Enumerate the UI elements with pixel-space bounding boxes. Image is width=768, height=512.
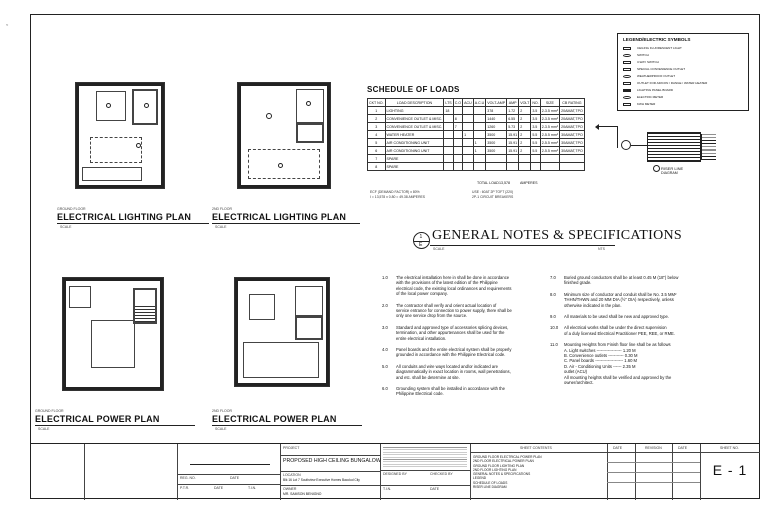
schedule-cell: 20AMAT,TPO (561, 108, 583, 113)
schedule-cell (444, 155, 453, 163)
footnote-line: USE : 60AT 2P TOFT (220) (472, 190, 514, 194)
schedule-cell: 2 (519, 139, 531, 147)
schedule-cell: 3 (368, 123, 386, 131)
footnote-line: 2P-1 CIRCUIT BREAKERS (472, 194, 514, 199)
schedule-cell: 30AMAT,TPO (561, 140, 583, 145)
legend-label: LIGHTING PANEL BOARD (637, 88, 674, 92)
footnote-line: ECF (DEMAND FACTOR) x 80% (370, 190, 420, 194)
schedule-cell: 2-3.5 mm² (541, 124, 559, 129)
legend-item (623, 46, 747, 52)
schedule-cell: 3500 (486, 147, 507, 155)
legend-item (623, 74, 747, 80)
legend-label: ELECTRIC METER (637, 95, 664, 99)
note-text-line: Philippine Electrical code. (396, 391, 444, 397)
note-text-line: entire electrical installation. (396, 335, 447, 341)
schedule-of-loads-table (367, 98, 585, 171)
schedule-cell (486, 163, 507, 171)
note-number: 2.0 (382, 302, 388, 308)
legend-item (623, 53, 747, 59)
note-text-line: grounded in accordance with the Philippine Electrical code. (396, 352, 506, 358)
note-text-line: termination, and other appurtenances shall be used for the (396, 330, 505, 336)
power-plan-ground-floor-drawing (62, 277, 164, 391)
note-text-line: service entrance for connection to power supply, there shall be (396, 307, 512, 313)
schedule-cell (453, 155, 462, 163)
section-marker (413, 232, 430, 249)
project-label: PROJECT (283, 446, 300, 450)
schedule-cell (473, 115, 486, 123)
footnote-line: I = 13,578 x 0.80 = 49.38 AMPERES (370, 194, 426, 199)
plan-title: ELECTRICAL POWER PLAN (35, 414, 160, 424)
schedule-row (368, 115, 585, 123)
floor-label: 2ND FLOOR (212, 207, 233, 211)
sheet-contents-item: LEGEND (473, 476, 487, 481)
schedule-cell (463, 123, 474, 131)
schedule-cell: 15.91 (508, 148, 518, 153)
schedule-header-cell: A.C.U (474, 100, 485, 105)
scale-label: SCALE (433, 247, 445, 251)
legend-symbol-icon (623, 89, 631, 92)
schedule-cell: 6 (368, 147, 386, 155)
schedule-cell (453, 147, 462, 155)
legend-symbol-icon (623, 61, 631, 64)
schedule-cell: 1 (473, 147, 486, 155)
legend-item (623, 102, 747, 108)
sheet-contents-item: 2ND FLOOR ELECTRICAL POWER PLAN (473, 459, 534, 464)
note-number: 11.0 (550, 342, 558, 348)
note-text-line: The contractor shall verify and orient actual location of (396, 302, 497, 308)
schedule-cell (473, 155, 486, 163)
note-text-line: electrical code, the existing local ordinances and requirements (396, 285, 512, 291)
scale-label: SCALE (215, 225, 227, 229)
schedule-row (368, 155, 585, 163)
schedule-cell: 7 (368, 155, 386, 163)
note-number: 1.0 (382, 275, 388, 280)
schedule-cell (444, 139, 453, 147)
notes-left-column (382, 275, 542, 425)
schedule-cell (507, 155, 519, 163)
schedule-header-cell: ACU (464, 100, 472, 105)
schedule-cell: 30AMAT,TPO (561, 132, 583, 137)
schedule-cell (463, 155, 474, 163)
schedule-cell: 2 (368, 115, 386, 123)
note-text-line: All electrical works shall be under the direct supervision (564, 325, 667, 331)
schedule-cell (463, 139, 474, 147)
schedule-header-cell: SIZE (540, 99, 559, 107)
note-text-line: of the local power company. (396, 291, 448, 297)
schedule-header-cell: C.O (454, 100, 462, 105)
schedule-cell (444, 131, 453, 139)
schedule-cell: 7 (453, 123, 462, 131)
legend-symbol-icon (623, 96, 631, 99)
sheet-contents-item: GROUND FLOOR LIGHTING PLAN (473, 463, 525, 468)
note-text-line: only one service drop from the source. (396, 313, 468, 319)
plan-title: ELECTRICAL LIGHTING PLAN (57, 212, 192, 222)
note-text-line: All materials to be used shall be new and approved type. (564, 314, 669, 319)
schedule-cell: 1 (368, 107, 386, 115)
schedule-cell (444, 163, 453, 171)
owner-value: MR. SAMSON BENIGNO (283, 492, 322, 496)
schedule-cell: 3500 (486, 131, 507, 139)
professional-statement (383, 447, 467, 467)
riser-subtitle: DIAGRAM (661, 171, 678, 175)
schedule-header-cell: LOAD DESCRIPTION (385, 99, 444, 107)
marker-sheet: E (419, 241, 423, 248)
schedule-cell (453, 139, 462, 147)
note-text-line: otherwise indicated in the plan. (564, 302, 622, 308)
note-text-line: Minimum size of conductor and conduit shall be No. 3.5 MM² (564, 291, 677, 297)
schedule-header-cell: AMP (507, 99, 519, 107)
legend-label: SPECIAL CONVENIENCE OUTLET (637, 67, 686, 71)
power-plan-second-floor-drawing (234, 277, 330, 387)
schedule-cell: 3.5 (531, 115, 540, 123)
lighting-plan-ground-floor-drawing (75, 82, 165, 189)
schedule-cell: 20AMAT,TPO (561, 116, 583, 121)
schedule-cell: SPARE (385, 163, 444, 171)
schedule-cell: 3500 (486, 139, 507, 147)
schedule-cell (531, 155, 540, 163)
note-text-line: and etc. shall be determine at site. (396, 374, 460, 380)
legend-label: OUTLET FOR AIRCON / RANGE / WATER HEATER (637, 81, 708, 85)
designed-by-label: DESIGNED BY (383, 472, 407, 476)
schedule-header-cell: CB RATING (560, 99, 585, 107)
schedule-cell (540, 163, 559, 171)
floor-label: GROUND FLOOR (57, 207, 86, 211)
sheet-no-label: SHEET NO. (720, 446, 739, 450)
location-label: LOCATION (283, 473, 301, 477)
legend-label: WEATHERPROOF OUTLET (637, 74, 676, 78)
schedule-cell: CONVENIENCE OUTLET & MISC. (386, 116, 443, 121)
title-underline (212, 223, 360, 224)
schedule-cell: 5.73 (507, 123, 519, 131)
schedule-cell: 15.91 (508, 132, 518, 137)
date-column-header: DATE (613, 446, 623, 450)
legend-item (623, 67, 747, 73)
schedule-cell (519, 155, 531, 163)
schedule-cell: 2-5.5 mm² (541, 132, 559, 137)
schedule-cell: LIGHTING (385, 107, 444, 115)
schedule-cell: AIR CONDITIONING UNIT (385, 139, 444, 147)
schedule-cell (519, 163, 531, 171)
note-text-line: owner/architect. (564, 379, 594, 385)
schedule-cell: 4 (368, 131, 386, 139)
schedule-cell: 2 (519, 115, 531, 123)
schedule-row (368, 123, 585, 131)
schedule-cell: 1260 (486, 123, 507, 131)
reg-no-label: REG. NO. (180, 476, 196, 480)
note-number: 8.0 (550, 291, 556, 297)
schedule-header-cell: LTS (445, 100, 452, 105)
plan-title: ELECTRICAL LIGHTING PLAN (212, 212, 347, 222)
schedule-cell: 20AMAT,TPO (561, 124, 583, 129)
schedule-cell: AIR CONDITIONING UNIT (385, 147, 444, 155)
schedule-footnote-right (472, 190, 513, 199)
total-amperes: AMPERES (520, 181, 538, 185)
note-text-line: All mounting heights shall be verified and approved by the (564, 374, 672, 380)
note-text-line: Panel boards and the entire electrical system shall be properly (396, 347, 512, 352)
note-text-line: of a duly licensed Electrical Practitioner PEE, REE, or RME. (564, 330, 676, 336)
title-underline (430, 245, 615, 246)
schedule-title: SCHEDULE OF LOADS (367, 85, 460, 94)
legend-title: LEGEND/ELECTRIC SYMBOLS (623, 37, 691, 42)
schedule-cell: 6.55 (507, 115, 519, 123)
plan-title: ELECTRICAL POWER PLAN (212, 414, 337, 424)
schedule-cell: 8 (368, 163, 386, 171)
total-va: 13,578 (499, 181, 510, 185)
schedule-cell: 8 (453, 115, 462, 123)
note-number: 7.0 (550, 275, 556, 280)
tin-label: T.I.N. (248, 486, 257, 490)
schedule-cell (560, 155, 585, 163)
note-text-line: diagrammatically in exact location in rooms, wall penetrations, (396, 369, 511, 375)
schedule-cell (473, 163, 486, 171)
date-column-header: DATE (678, 446, 688, 450)
schedule-cell (531, 163, 540, 171)
schedule-cell (453, 131, 462, 139)
note-number: 5.0 (382, 363, 388, 369)
project-name: PROPOSED HIGH CEILING BUNGALOW (283, 458, 381, 464)
schedule-cell: 2 (519, 107, 531, 115)
schedule-cell: 5 (368, 139, 386, 147)
checked-by-label: CHECKED BY (430, 472, 453, 476)
schedule-cell: 15.91 (508, 140, 518, 145)
legend-symbol-icon (623, 75, 631, 78)
ptr-label: P.T.R. (180, 486, 190, 490)
legend-label: CEILING FLUORESCENT LIGHT (637, 46, 682, 50)
schedule-row (368, 107, 585, 115)
schedule-cell: 18 (444, 107, 453, 115)
schedule-cell: 30AMAT,TPO (561, 148, 583, 153)
schedule-row (368, 131, 585, 139)
sheet-contents-item: 2ND FLOOR LIGHTING PLAN (473, 467, 517, 472)
revision-column-header: REVISION (645, 446, 662, 450)
schedule-cell (444, 115, 453, 123)
schedule-cell: 1440 (486, 115, 507, 123)
schedule-cell: 1.72 (507, 107, 519, 115)
schedule-cell (453, 163, 462, 171)
legend-box (617, 33, 749, 111)
schedule-cell (507, 163, 519, 171)
scale-label: SCALE (215, 427, 227, 431)
legend-label: 3-WAY SWITCH (637, 60, 659, 64)
note-text-line: Standard and approved type of accessories splicing devices, (396, 324, 509, 330)
schedule-cell (560, 163, 585, 171)
schedule-cell (463, 163, 474, 171)
schedule-cell: 378 (486, 107, 507, 115)
legend-item (623, 60, 747, 66)
schedule-header-cell: VOLT-AMP (487, 100, 506, 105)
scale-label: SCALE (38, 427, 50, 431)
schedule-cell: 3.5 (531, 107, 540, 115)
schedule-header-cell: VOLT (520, 100, 530, 105)
schedule-cell (473, 123, 486, 131)
schedule-cell (486, 155, 507, 163)
schedule-cell (540, 155, 559, 163)
schedule-cell: 1 (473, 139, 486, 147)
schedule-cell (463, 107, 474, 115)
schedule-row (368, 139, 585, 147)
note-text-line: finished grade. (564, 280, 592, 286)
note-number: 6.0 (382, 386, 388, 391)
schedule-cell: CONVENIENCE OUTLET & MISC. (386, 124, 443, 129)
sheet-contents-item: GROUND FLOOR ELECTRICAL POWER PLAN (473, 455, 542, 459)
schedule-cell (473, 131, 486, 139)
legend-label: SWITCH (637, 53, 649, 57)
floor-label: 2ND FLOOR (212, 409, 233, 413)
legend-symbol-icon (623, 47, 631, 50)
note-text-line: Grounding system shall be installed in accordance with the (396, 386, 505, 391)
marker-number: 1 (419, 234, 423, 240)
schedule-cell: 2-3.5 mm² (541, 108, 559, 113)
tin-label: T.I.N. (383, 487, 392, 491)
note-text-line: THHN/THWN and 20 MM DIA (½" DIA) respectively, unless (564, 297, 674, 303)
schedule-cell (463, 115, 474, 123)
schedule-row (368, 163, 585, 171)
date-label: DATE (214, 486, 224, 490)
legend-symbol-icon (623, 82, 631, 85)
note-text-line: B. Convenience outlets ----------- 0.30 M (564, 352, 638, 358)
panel-board (647, 132, 701, 162)
title-underline (212, 425, 362, 426)
schedule-cell: 2-3.5 mm² (541, 116, 559, 121)
note-number: 9.0 (550, 314, 556, 319)
note-number: 3.0 (382, 324, 388, 330)
legend-item (623, 88, 747, 94)
note-text-line: Mounting Heights from Finish floor line shall be as follows (564, 342, 671, 348)
riser-diagram (597, 118, 747, 178)
schedule-cell (444, 147, 453, 155)
riser-title: RISER LINE (661, 166, 684, 171)
note-number: 10.0 (550, 325, 559, 331)
schedule-footnote-left (370, 190, 425, 199)
schedule-cell (453, 107, 462, 115)
legend-item (623, 81, 747, 87)
sheet-number: E - 1 (712, 462, 748, 478)
note-text-line: The electrical installation here in shall be done in accordance (396, 275, 510, 280)
title-underline (35, 425, 195, 426)
owner-label: OWNER (283, 487, 297, 491)
lighting-plan-second-floor-drawing (237, 82, 331, 189)
notes-right-column (550, 275, 725, 425)
schedule-cell: 3.5 (531, 123, 540, 131)
schedule-header-cell: NO. (532, 100, 539, 105)
sheet-contents-item: RISER LINE DIAGRAM (473, 485, 507, 490)
note-text-line: outlet (ACU) (564, 369, 588, 375)
schedule-cell: WATER HEATER (385, 131, 444, 139)
sheet-contents-label: SHEET CONTENTS (520, 446, 552, 450)
legend-symbol-icon (623, 103, 631, 106)
date-label: DATE (230, 476, 240, 480)
schedule-cell: 2 (519, 123, 531, 131)
sheet-contents-item: SCHEDULE OF LOADS (473, 480, 508, 485)
note-number: 4.0 (382, 347, 388, 352)
floor-label: GROUND FLOOR (35, 409, 64, 413)
date-label: DATE (430, 487, 440, 491)
scale-label: SCALE (60, 225, 72, 229)
nts-label: NTS (598, 247, 605, 251)
location-value: Blk 16 Lot 7 Southview Executive Homes Bacolod City (283, 478, 360, 482)
schedule-cell: 2-5.5 mm² (541, 140, 559, 145)
legend-label: KWH METER (637, 102, 656, 106)
note-text-line: Buried ground conductors shall be at least 0.45 M (18") below (564, 275, 679, 280)
note-text-line: All conduits and wire ways located and/or indicated are (396, 363, 498, 369)
schedule-cell: SPARE (385, 155, 444, 163)
legend-symbol-icon (623, 68, 631, 71)
schedule-cell (444, 123, 453, 131)
schedule-header-cell: CKT NO. (369, 100, 384, 105)
note-text-line: C. Panel boards -------------------- 1.60 M (564, 358, 638, 364)
title-underline (57, 223, 209, 224)
legend-symbol-icon (623, 54, 631, 57)
schedule-cell (473, 107, 486, 115)
schedule-cell: 2 (519, 131, 531, 139)
schedule-cell: 5.5 (531, 131, 540, 139)
note-text-line: A. Light switches ------------------ 1.20 M (564, 347, 636, 353)
schedule-cell: 2 (519, 147, 531, 155)
schedule-cell: 5.5 (531, 139, 540, 147)
schedule-cell: 2-5.5 mm² (541, 148, 559, 153)
total-label: TOTAL LOAD (477, 181, 499, 185)
sheet-marker: ≈ (6, 22, 9, 27)
schedule-cell (463, 147, 474, 155)
schedule-cell: 1 (463, 131, 474, 139)
sheet-contents-item: GENERAL NOTES & SPECIFICATIONS (473, 472, 531, 477)
note-text-line: D. Air - Conditioning Units ------ 2.35 M (564, 363, 636, 369)
note-text-line: with the provisions of the latest edition of the Philippine (396, 280, 498, 286)
legend-item (623, 95, 747, 101)
schedule-row (368, 147, 585, 155)
title-block (30, 443, 760, 500)
general-notes-title: GENERAL NOTES & SPECIFICATIONS (432, 228, 682, 243)
schedule-cell: 5.5 (531, 147, 540, 155)
